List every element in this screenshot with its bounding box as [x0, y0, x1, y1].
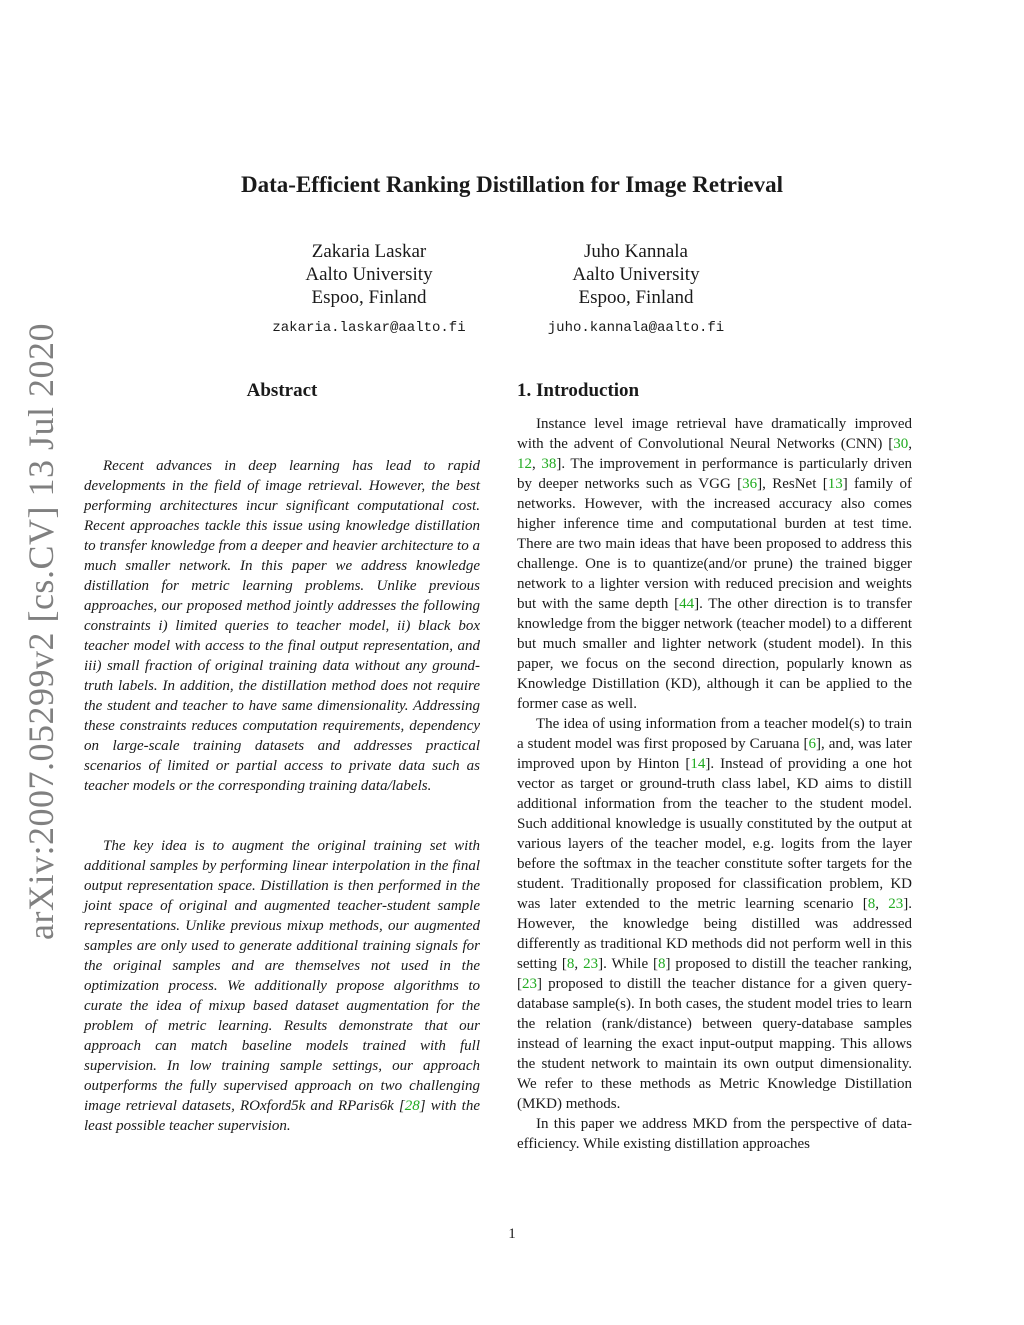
page-number: 1 — [508, 1226, 516, 1242]
citation-link[interactable]: 23 — [888, 896, 904, 912]
citation-link[interactable]: 23 — [583, 956, 599, 972]
author-name: Zakaria Laskar — [311, 241, 427, 262]
introduction-paragraph-3: In this paper we address MKD from the perspective of data-efficiency. While existing distillation approaches — [517, 1116, 912, 1152]
abstract-heading: Abstract — [246, 380, 318, 401]
citation-link[interactable]: 28 — [404, 1098, 420, 1114]
citation-link[interactable]: 38 — [541, 456, 557, 472]
author-block-1 — [219, 240, 519, 340]
introduction-heading: 1. Introduction — [517, 380, 640, 401]
author-affiliation: Aalto University — [572, 264, 700, 285]
citation-link[interactable]: 8 — [566, 956, 575, 972]
citation-link[interactable]: 44 — [679, 596, 695, 612]
right-column — [517, 378, 912, 1154]
citation-link[interactable]: 13 — [827, 476, 843, 492]
citation-link[interactable]: 14 — [690, 756, 706, 772]
author-name: Juho Kannala — [584, 241, 688, 262]
introduction-paragraph-1: Instance level image retrieval have dramatically improved with the advent of Convolutional Neural Networks (CNN) [30, 12, 38]. The improvement in performance is particularly driven by deeper networks such as VGG [36], ResNet [13] family of networks. However, with the increased accuracy also comes higher inference time and computational burden at test time. There are two main ideas that have been proposed to address this challenge. One is to quantize(and/or prune) the trained bigger network to a lighter version with reduced precision and weights but with the same depth [44]. The other direction is to transfer knowledge from the bigger network (teacher model) to a different but much smaller and lighter network (student model). In this paper, we focus on the second direction, popularly known as Knowledge Distillation (KD), although it can be applied to the former case as well. — [517, 416, 913, 712]
paper-title: Data-Efficient Ranking Distillation for Image Retrieval — [241, 172, 783, 197]
author-email: juho.kannala@aalto.fi — [547, 320, 725, 336]
arxiv-identifier-stamp: arXiv:2007.05299v2 [cs.CV] 13 Jul 2020 — [21, 323, 61, 940]
citation-link[interactable]: 23 — [522, 976, 537, 992]
author-location: Espoo, Finland — [578, 287, 694, 308]
author-location: Espoo, Finland — [311, 287, 427, 308]
author-email: zakaria.laskar@aalto.fi — [272, 320, 466, 336]
abstract-paragraph-1: Recent advances in deep learning has lead to rapid developments in the field of image retrieval. However, the best performing architectures incur significant computational cost. Recent approaches tackle this issue using knowledge distillation to transfer knowledge from a deeper and heavier architecture to a much smaller network. In this paper we address knowledge distillation for metric learning problems. Unlike previous approaches, our proposed method jointly addresses the following constraints i) limited queries to teacher model, ii) black box teacher model with access to the final output representation, and iii) small fraction of original training data without any ground-truth labels. In addition, the distillation method does not require the student and teacher to have same dimensionality. Addressing these constraints reduces computation requirements, dependency on large-scale training datasets and addresses practical scenarios of limited or partial access to private data such as teacher models or the corresponding training data/labels. — [84, 458, 480, 794]
abstract-paragraph-2: The key idea is to augment the original training set with additional samples by performing linear interpolation in the final output representation space. Distillation is then performed in the joint space of original and augmented teacher-student sample representations. Unlike previous mixup methods, our augmented samples are only used to generate additional training signals for the original samples and are themselves not used in the optimization process. We additionally propose algorithms to curate the idea of mixup based dataset augmentation for the problem of metric learning. Results demonstrate that our approach can match baseline models trained with full supervision. In low training sample settings, our approach outperforms the fully supervised approach on two challenging image retrieval datasets, ROxford5k and RParis6k [28] with the least possible teacher supervision. — [84, 838, 480, 1134]
author-block-2 — [486, 240, 786, 340]
introduction-paragraph-2: The idea of using information from a teacher model(s) to train a student model was first proposed by Caruana [6], and, was later improved upon by Hinton [14]. Instead of providing a one hot vector as target or ground-truth class label, KD aims to distill additional information from the teacher to the student model. Such additional knowledge is usually constituted by the output at various layers of the teacher model, e.g. logits from the layer before the softmax in the teacher constitute softer targets for the student. Traditionally proposed for classification problem, KD was later extended to the metric learning scenario [8, 23]. However, the knowledge being distilled was addressed differently as traditional KD methods did not perform well in this setting [8, 23]. While [8] proposed to distill the teacher ranking, [23] proposed to distill the teacher distance for a given query-database sample(s). In both cases, the student model tries to learn the relation (rank/distance) between query-database samples instead of learning the exact input-output mapping. This allows the student network to maintain its own output dimensionality. We refer to these methods as Metric Knowledge Distillation (MKD) methods. — [517, 716, 913, 1112]
citation-link[interactable]: 30 — [893, 436, 909, 452]
citation-link[interactable]: 8 — [658, 956, 666, 972]
citation-link[interactable]: 6 — [808, 736, 817, 752]
author-affiliation: Aalto University — [305, 264, 433, 285]
citation-link[interactable]: 8 — [867, 896, 876, 912]
citation-link[interactable]: 36 — [742, 476, 758, 492]
left-column — [84, 378, 480, 1136]
citation-link[interactable]: 12 — [517, 456, 532, 472]
